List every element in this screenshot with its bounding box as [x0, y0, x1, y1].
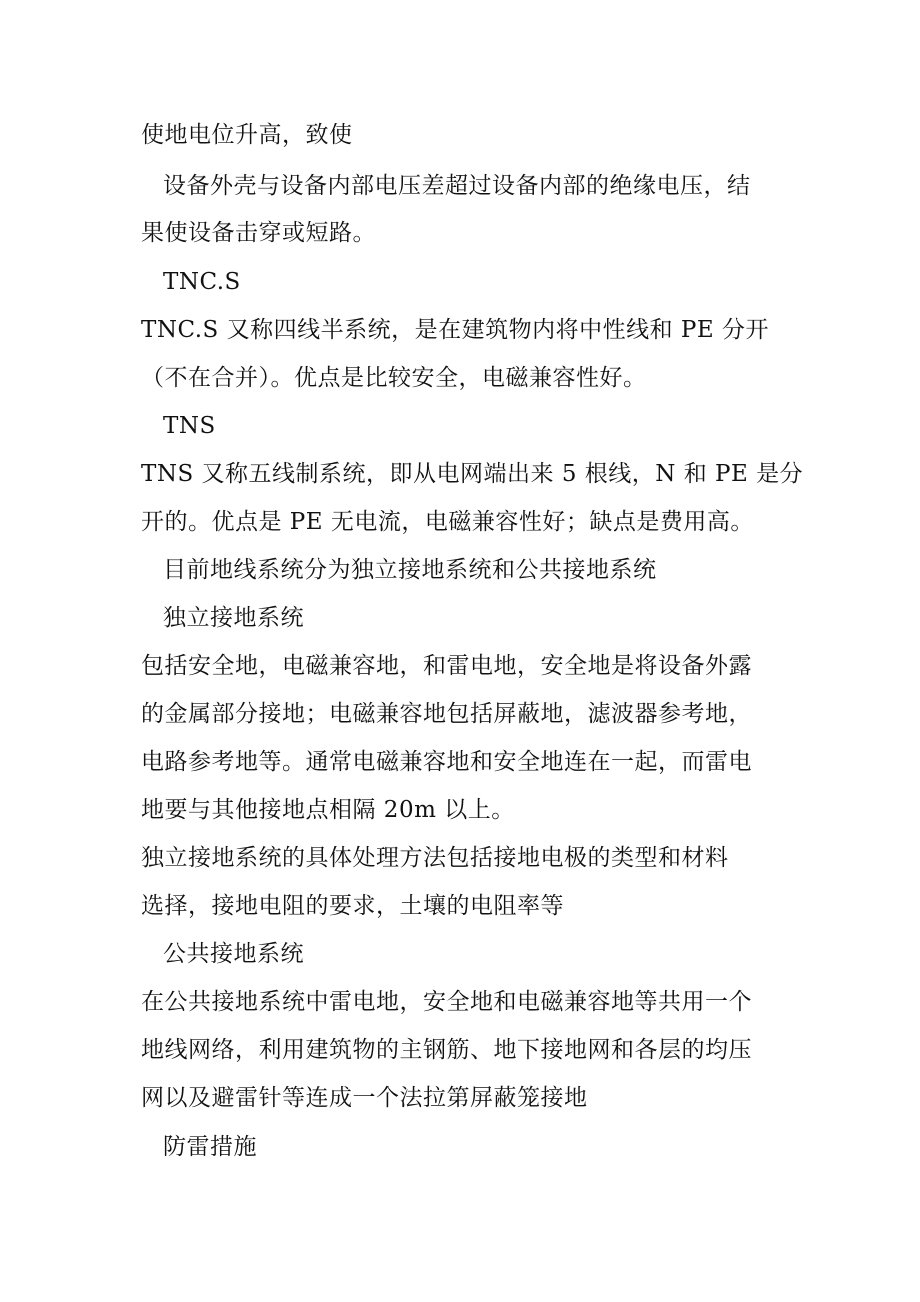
text-line: 地要与其他接地点相隔 20m 以上。: [141, 797, 515, 823]
text-line: 选择，接地电阻的要求，土壤的电阻率等: [141, 893, 564, 919]
text-line: 电路参考地等。通常电磁兼容地和安全地连在一起，而雷电: [141, 749, 752, 775]
section-heading: 独立接地系统: [163, 605, 304, 631]
text-line: 独立接地系统的具体处理方法包括接地电极的类型和材料: [141, 845, 729, 871]
text-line: TNS 又称五线制系统，即从电网端出来 5 根线，N 和 PE 是分: [141, 461, 804, 487]
text-line: 地线网络，利用建筑物的主钢筋、地下接地网和各层的均压: [141, 1037, 752, 1063]
text-line: （不在合并）。优点是比较安全，电磁兼容性好。: [141, 365, 647, 391]
text-line: 果使设备击穿或短路。: [141, 220, 376, 246]
section-heading: TNS: [163, 413, 216, 439]
text-line: 包括安全地，电磁兼容地，和雷电地，安全地是将设备外露: [141, 653, 752, 679]
text-line: 在公共接地系统中雷电地，安全地和电磁兼容地等共用一个: [141, 989, 752, 1015]
section-heading: 公共接地系统: [163, 941, 304, 967]
text-line: 设备外壳与设备内部电压差超过设备内部的绝缘电压，结: [163, 173, 751, 199]
text-line: 使地电位升高，致使: [141, 122, 353, 148]
section-heading: 防雷措施: [163, 1134, 257, 1160]
text-line: 网以及避雷针等连成一个法拉第屏蔽笼接地: [141, 1085, 588, 1111]
text-line: 目前地线系统分为独立接地系统和公共接地系统: [163, 557, 657, 583]
text-line: 的金属部分接地；电磁兼容地包括屏蔽地，滤波器参考地，: [141, 701, 752, 727]
section-heading: TNC.S: [163, 269, 241, 295]
text-line: 开的。优点是 PE 无电流，电磁兼容性好；缺点是费用高。: [141, 509, 754, 535]
text-line: TNC.S 又称四线半系统，是在建筑物内将中性线和 PE 分开: [141, 317, 770, 343]
